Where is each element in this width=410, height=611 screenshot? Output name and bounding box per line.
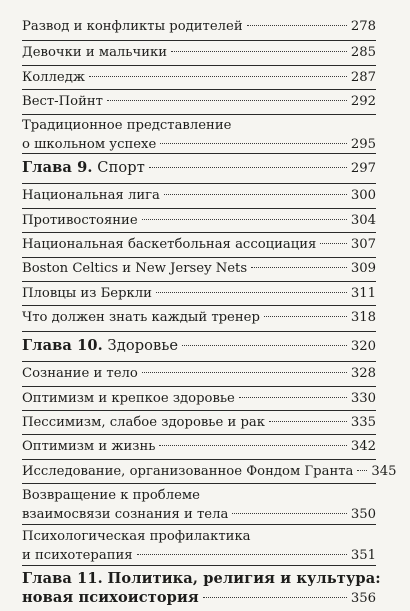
toc-entry bbox=[22, 116, 376, 154]
leader-dots bbox=[269, 421, 347, 422]
toc-entry bbox=[22, 43, 376, 62]
toc-page-number: 304 bbox=[350, 213, 376, 228]
toc-entry bbox=[22, 437, 376, 456]
toc-entry bbox=[22, 235, 376, 254]
separator-line bbox=[22, 459, 376, 460]
separator-line bbox=[22, 331, 376, 332]
chapter-title: Спорт bbox=[97, 159, 145, 176]
toc-entry bbox=[22, 284, 376, 303]
leader-dots bbox=[107, 100, 347, 101]
toc-page-number: 318 bbox=[350, 310, 376, 325]
toc-chapter-entry bbox=[22, 569, 381, 608]
chapter-title-line1: Политика, религия и культура: bbox=[107, 570, 381, 587]
leader-dots bbox=[164, 194, 347, 195]
toc-chapter-label bbox=[22, 158, 145, 177]
toc-entry-label: Противостояние bbox=[22, 213, 138, 228]
separator-line bbox=[22, 114, 376, 115]
toc-entry-label: Национальная баскетбольная ассоциация bbox=[22, 237, 317, 252]
leader-dots bbox=[159, 445, 346, 446]
toc-page-number: 311 bbox=[350, 286, 376, 301]
toc-chapter-entry bbox=[22, 158, 376, 178]
leader-dots bbox=[357, 470, 367, 471]
toc-page-number: 328 bbox=[350, 366, 376, 381]
toc-entry bbox=[22, 527, 376, 565]
toc-entry-label: Оптимизм и жизнь bbox=[22, 439, 156, 454]
leader-dots bbox=[239, 397, 347, 398]
toc-entry-label-line1: Возвращение к проблеме bbox=[22, 488, 200, 503]
toc-entry-label: Развод и конфликты родителей bbox=[22, 19, 243, 34]
separator-line bbox=[22, 65, 376, 66]
toc-chapter-label bbox=[22, 336, 178, 355]
toc-entry-label: Boston Celtics и New Jersey Nets bbox=[22, 261, 248, 276]
toc-entry-label: Исследование, организованное Фондом Гранта bbox=[22, 464, 354, 479]
toc-chapter-entry bbox=[22, 336, 376, 356]
toc-entry-label: Девочки и мальчики bbox=[22, 45, 168, 60]
separator-line bbox=[22, 89, 376, 90]
toc-entry-label-line2: взаимосвязи сознания и тела bbox=[22, 507, 229, 522]
separator-line bbox=[22, 40, 376, 41]
separator-line bbox=[22, 232, 376, 233]
toc-entry bbox=[22, 92, 376, 111]
toc-entry-label: Оптимизм и крепкое здоровье bbox=[22, 391, 235, 406]
chapter-number: Глава 10. bbox=[22, 337, 103, 354]
toc-page-number: 307 bbox=[350, 237, 376, 252]
separator-line bbox=[22, 565, 376, 566]
toc-entry-label: Национальная лига bbox=[22, 188, 160, 203]
leader-dots bbox=[182, 345, 347, 346]
toc-entry bbox=[22, 486, 376, 524]
chapter-number: Глава 9. bbox=[22, 159, 93, 176]
leader-dots bbox=[203, 597, 347, 598]
toc-page-number: 351 bbox=[350, 548, 376, 563]
separator-line bbox=[22, 434, 376, 435]
separator-line bbox=[22, 257, 376, 258]
leader-dots bbox=[320, 243, 346, 244]
toc-entry-label: Вест-Пойнт bbox=[22, 94, 103, 109]
toc-page-number: 345 bbox=[371, 464, 397, 479]
leader-dots bbox=[142, 219, 347, 220]
toc-entry bbox=[22, 308, 376, 327]
toc-page-number: 287 bbox=[350, 70, 376, 85]
toc-entry bbox=[22, 68, 376, 87]
leader-dots bbox=[171, 51, 347, 52]
toc-page-number: 300 bbox=[350, 188, 376, 203]
separator-line bbox=[22, 208, 376, 209]
toc-page-number: 342 bbox=[350, 439, 376, 454]
toc-page-number: 292 bbox=[350, 94, 376, 109]
toc-page-number: 350 bbox=[350, 507, 376, 522]
toc-entry-label: Пессимизм, слабое здоровье и рак bbox=[22, 415, 266, 430]
separator-line bbox=[22, 361, 376, 362]
chapter-title: Здоровье bbox=[107, 337, 179, 354]
toc-page-number: 295 bbox=[350, 137, 376, 152]
toc-entry-label-line1: Психологическая профилактика bbox=[22, 529, 251, 544]
chapter-title-line2: новая психоистория bbox=[22, 589, 199, 606]
separator-line bbox=[22, 281, 376, 282]
toc-page-number: 297 bbox=[350, 161, 376, 176]
separator-line bbox=[22, 524, 376, 525]
chapter-number: Глава 11. bbox=[22, 570, 103, 587]
toc-entry bbox=[22, 364, 376, 383]
leader-dots bbox=[156, 292, 347, 293]
toc-entry bbox=[22, 413, 376, 432]
separator-line bbox=[22, 183, 376, 184]
toc-page-number: 285 bbox=[350, 45, 376, 60]
toc-page-number: 330 bbox=[350, 391, 376, 406]
separator-line bbox=[22, 410, 376, 411]
toc-chapter-label-line1 bbox=[22, 569, 381, 588]
separator-line bbox=[22, 386, 376, 387]
toc-page-number: 320 bbox=[350, 339, 376, 354]
toc-entry-label: Сознание и тело bbox=[22, 366, 138, 381]
leader-dots bbox=[160, 143, 347, 144]
separator-line bbox=[22, 305, 376, 306]
toc-entry-label: Колледж bbox=[22, 70, 85, 85]
separator-line bbox=[22, 153, 376, 154]
toc-entry-label-line2: и психотерапия bbox=[22, 548, 133, 563]
leader-dots bbox=[149, 167, 347, 168]
leader-dots bbox=[247, 25, 347, 26]
toc-entry-label: Что должен знать каждый тренер bbox=[22, 310, 260, 325]
leader-dots bbox=[251, 267, 347, 268]
toc-page-number: 309 bbox=[350, 261, 376, 276]
toc-entry bbox=[22, 389, 376, 408]
leader-dots bbox=[142, 372, 347, 373]
toc-entry-label: Пловцы из Беркли bbox=[22, 286, 152, 301]
separator-line bbox=[22, 483, 376, 484]
toc-entry bbox=[22, 17, 376, 36]
toc-page-number: 278 bbox=[350, 19, 376, 34]
toc-page-number: 356 bbox=[350, 591, 376, 606]
leader-dots bbox=[89, 76, 347, 77]
leader-dots bbox=[264, 316, 347, 317]
leader-dots bbox=[232, 513, 346, 514]
toc-entry-label-line2: о школьном успехе bbox=[22, 137, 157, 152]
toc-page-number: 335 bbox=[350, 415, 376, 430]
toc-entry bbox=[22, 186, 376, 205]
toc-entry-label-line1: Традиционное представление bbox=[22, 118, 232, 133]
leader-dots bbox=[137, 554, 347, 555]
toc-entry bbox=[22, 462, 397, 481]
toc-entry bbox=[22, 259, 376, 278]
toc-entry bbox=[22, 211, 376, 230]
